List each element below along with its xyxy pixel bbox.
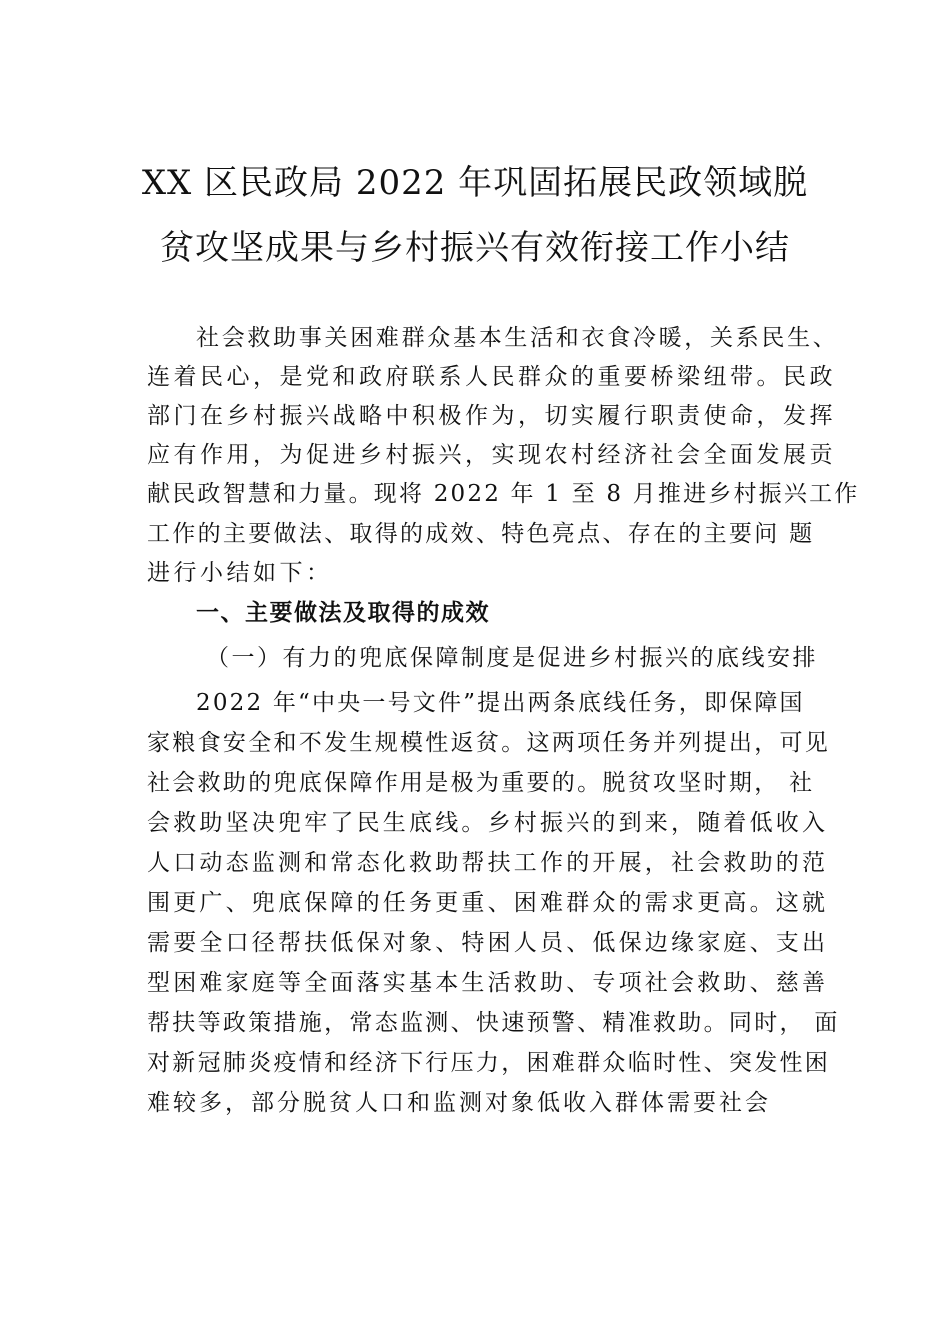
body-line-15: 型困难家庭等全面落实基本生活救助、专项社会救助、慈善	[147, 970, 829, 996]
body-line-8: 2022 年“中央一号文件”提出两条底线任务，即保障国	[196, 690, 805, 716]
body-line-7: 进行小结如下：	[147, 560, 333, 586]
body-line-17: 对新冠肺炎疫情和经济下行压力，困难群众临时性、突发性困	[147, 1050, 831, 1076]
document-title-line-2: 贫攻坚成果与乡村振兴有效衔接工作小结	[160, 228, 790, 268]
body-line-2: 连着民心，是党和政府联系人民群众的重要桥梁纽带。民政	[147, 364, 836, 390]
section-heading-1: 一、主要做法及取得的成效	[196, 600, 490, 626]
body-line-5: 献民政智慧和力量。现将 2022 年 1 至 8 月推进乡村振兴工作	[147, 481, 860, 507]
body-line-4: 应有作用，为促进乡村振兴，实现农村经济社会全面发展贡	[147, 442, 836, 468]
document-title-line-1: XX 区民政局 2022 年巩固拓展民政领域脱	[141, 163, 809, 203]
body-line-13: 围更广、兜底保障的任务更重、困难群众的需求更高。这就	[147, 890, 829, 916]
body-line-9: 家粮食安全和不发生规模性返贫。这两项任务并列提出，可见	[147, 730, 831, 756]
body-line-18: 难较多，部分脱贫人口和监测对象低收入群体需要社会	[147, 1090, 771, 1116]
body-line-3: 部门在乡村振兴战略中积极作为，切实履行职责使命，发挥	[147, 403, 836, 429]
body-line-14: 需要全口径帮扶低保对象、特困人员、低保边缘家庭、支出	[147, 930, 829, 956]
subsection-heading-1: （一）有力的兜底保障制度是促进乡村振兴的底线安排	[206, 645, 818, 671]
body-line-12: 人口动态监测和常态化救助帮扶工作的开展，社会救助的范	[147, 850, 829, 876]
body-line-6: 工作的主要做法、取得的成效、特色亮点、存在的主要问 题	[147, 521, 815, 547]
body-line-16: 帮扶等政策措施，常态监测、快速预警、精准救助。同时， 面	[147, 1010, 840, 1036]
body-line-1: 社会救助事关困难群众基本生活和衣食冷暖，关系民生、	[196, 325, 839, 351]
body-line-10: 社会救助的兜底保障作用是极为重要的。脱贫攻坚时期， 社	[147, 770, 815, 796]
body-line-11: 会救助坚决兜牢了民生底线。乡村振兴的到来，随着低收入	[147, 810, 829, 836]
